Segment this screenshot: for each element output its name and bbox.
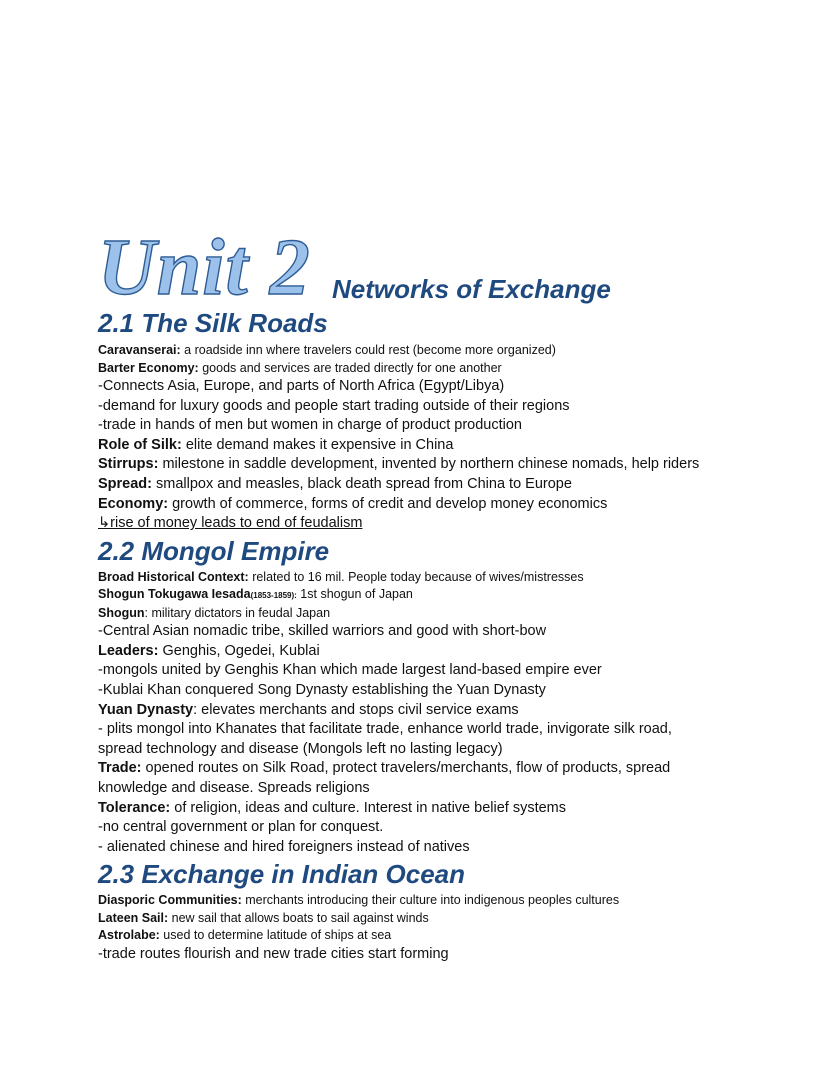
note-line: -trade in hands of men but women in charge of product production — [98, 417, 522, 434]
definition-leaders: Leaders: Genghis, Ogedei, Kublai — [98, 642, 320, 659]
section-title-indian-ocean: 2.3 Exchange in Indian Ocean — [98, 859, 466, 890]
definition-economy: Economy: growth of commerce, forms of credit and develop money economics — [98, 495, 608, 512]
definition-spread: Spread: smallpox and measles, black death spread from China to Europe — [98, 475, 572, 492]
definition-stirrups: Stirrups: milestone in saddle development, invented by northern chinese nomads, help riders — [98, 456, 700, 473]
definition-diasporic-communities: Diasporic Communities: merchants introducing their culture into indigenous peoples cultures — [98, 893, 620, 908]
notes-page — [98, 224, 798, 964]
definition-historical-context: Broad Historical Context: related to 16 mil. People today because of wives/mistresses — [98, 569, 584, 584]
note-line: -demand for luxury goods and people start trading outside of their regions — [98, 397, 570, 414]
note-line: -Connects Asia, Europe, and parts of North Africa (Egypt/Libya) — [98, 378, 505, 394]
unit-title: Unit 2 — [98, 224, 311, 312]
note-line: -Central Asian nomadic tribe, skilled warriors and good with short-bow — [98, 623, 547, 640]
unit-subtitle: Networks of Exchange — [332, 274, 611, 304]
definition-shogun: Shogun: military dictators in feudal Japan — [98, 605, 331, 620]
note-line: -Kublai Khan conquered Song Dynasty establishing the Yuan Dynasty — [98, 682, 546, 699]
note-line: -trade routes flourish and new trade cities start forming — [98, 945, 449, 962]
section-title-silk-roads: 2.1 The Silk Roads — [98, 308, 328, 338]
note-line: spread technology and disease (Mongols left no lasting legacy) — [98, 740, 503, 757]
note-line: - alienated chinese and hired foreigners instead of natives — [98, 838, 470, 855]
note-line-feudalism: ↳rise of money leads to end of feudalism — [98, 515, 363, 532]
definition-astrolabe: Astrolabe: used to determine latitude of ships at sea — [98, 928, 392, 943]
definition-yuan-dynasty: Yuan Dynasty: elevates merchants and stops civil service exams — [98, 701, 519, 718]
note-line: -no central government or plan for conquest. — [98, 819, 384, 836]
definition-tokugawa: Shogun Tokugawa Iesada(1853-1859): 1st shogun of Japan — [98, 587, 413, 602]
definition-trade: Trade: opened routes on Silk Road, protect travelers/merchants, flow of products, spread — [98, 760, 671, 777]
definition-barter-economy: Barter Economy: goods and services are traded directly for one another — [98, 360, 502, 375]
note-line: - plits mongol into Khanates that facilitate trade, enhance world trade, invigorate silk road, — [98, 721, 672, 738]
unit-header — [98, 224, 798, 312]
note-line: -mongols united by Genghis Khan which made largest land-based empire ever — [98, 662, 602, 679]
definition-caravanserai: Caravanserai: a roadside inn where travelers could rest (become more organized) — [98, 343, 556, 357]
section-title-mongol-empire: 2.2 Mongol Empire — [98, 535, 330, 566]
definition-role-of-silk: Role of Silk: elite demand makes it expensive in China — [98, 436, 454, 453]
note-line: knowledge and disease. Spreads religions — [98, 780, 370, 796]
definition-tolerance: Tolerance: of religion, ideas and culture. Interest in native belief systems — [98, 799, 566, 816]
definition-lateen-sail: Lateen Sail: new sail that allows boats to sail against winds — [98, 910, 429, 925]
